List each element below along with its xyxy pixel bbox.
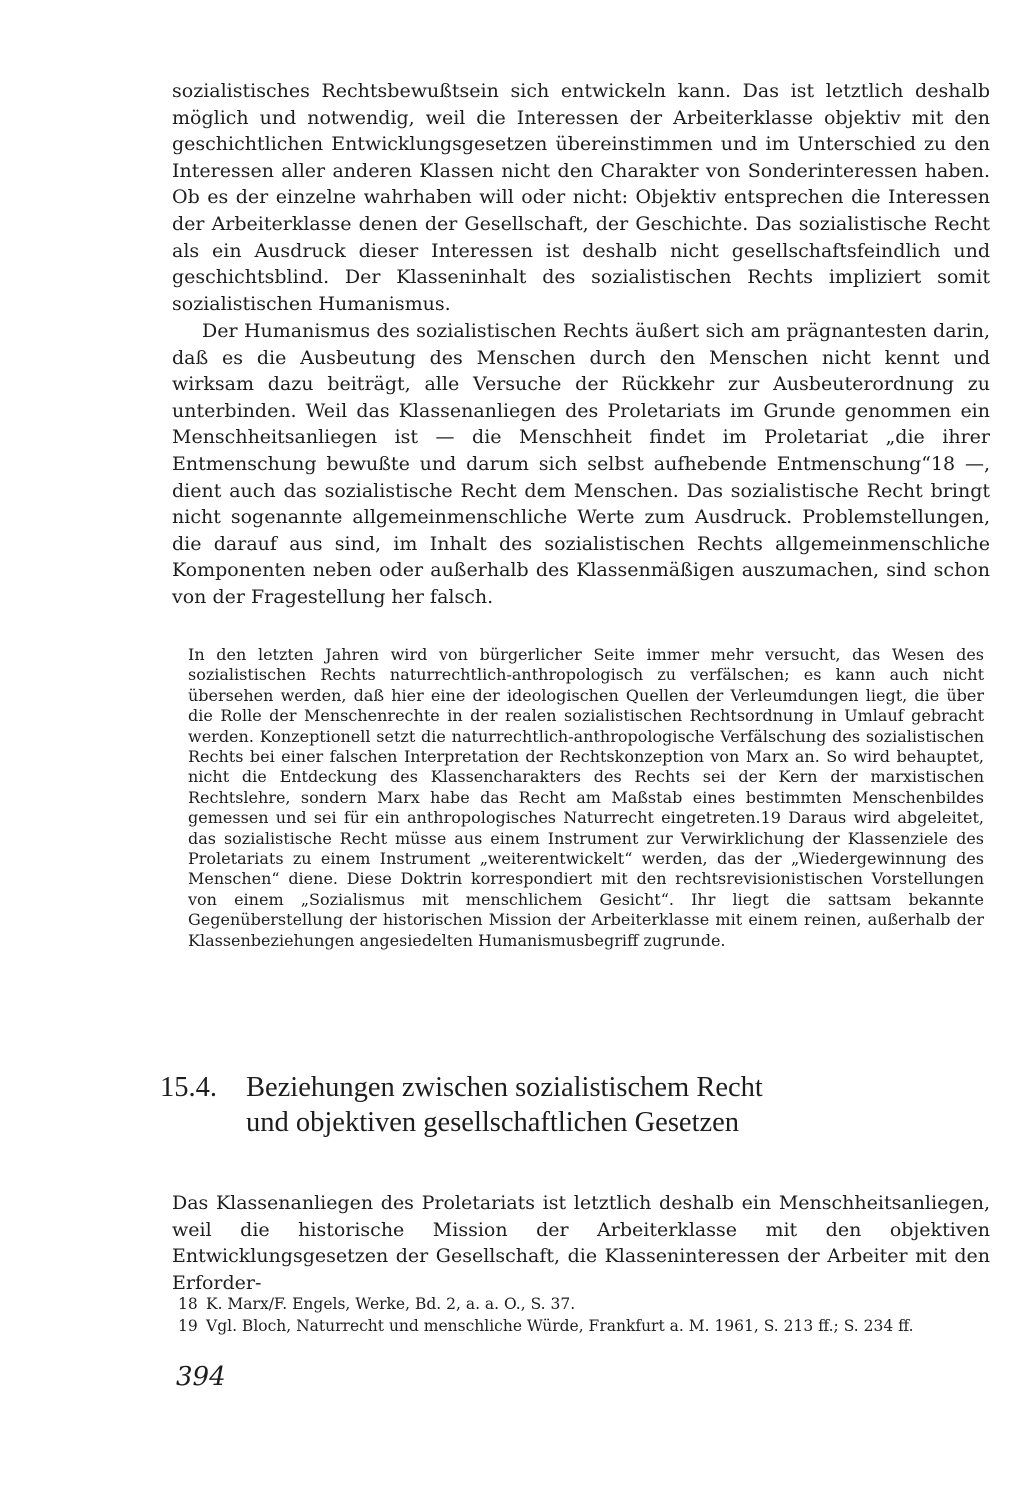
footnote-text: K. Marx/F. Engels, Werke, Bd. 2, a. a. O., S. 37. [206,1295,576,1313]
section-title [246,1070,946,1140]
body-paragraph-1: sozialistisches Rechtsbewußtsein sich entwickeln kann. Das ist letztlich deshalb möglich und notwendig, weil die Interessen der Arbeiterklasse objektiv mit den geschichtlichen Entwicklungsgesetzen übereinstimmen und im Unterschied zu den Interessen aller anderen Klassen nicht den Charakter von Sonderinteressen haben. Ob es der einzelne wahrhaben will oder nicht: Objektiv entsprechen die Interessen der Arbeiterklasse denen der Gesellschaft, der Geschichte. Das sozialistische Recht als ein Ausdruck dieser Interessen ist deshalb nicht gesellschaftsfeindlich und geschichtsblind. Der Klasseninhalt des sozialistischen Rechts impliziert somit sozialistischen Humanismus. [172,80,990,315]
section-title-line-2: und objektiven gesellschaftlichen Gesetzen [246,1107,740,1138]
section-number: 15.4. [160,1072,217,1103]
page-number: 394 [176,1362,226,1392]
body-paragraph-2: Der Humanismus des sozialistischen Rechts äußert sich am prägnantesten darin, daß es die Ausbeutung des Menschen durch den Menschen nicht kennt und wirksam dazu beiträgt, alle Versuche der Rückkehr zur Ausbeuterordnung zu unterbinden. Weil das Klassenanliegen des Proletariats im Grunde genommen ein Menschheitsanliegen ist — die Menschheit findet im Proletariat „die ihrer Entmenschung bewußte und darum sich selbst aufhebende Entmenschung“18 —, dient auch das sozialistische Recht dem Menschen. Das sozialistische Recht bringt nicht sogenannte allgemeinmenschliche Werte zum Ausdruck. Problemstellungen, die darauf aus sind, im Inhalt des sozialistischen Rechts allgemeinmenschliche Komponenten neben oder außerhalb des Klassenmäßigen auszumachen, sind schon von der Fragestellung her falsch. [172,320,990,608]
footnotes [178,1293,988,1337]
footnote-text: Vgl. Bloch, Naturrecht und menschliche Würde, Frankfurt a. M. 1961, S. 213 ff.; S. 234 ff. [206,1317,914,1335]
footnote-number: 19 [178,1317,198,1335]
section-title-line-1: Beziehungen zwischen sozialistischem Recht [246,1072,763,1103]
small-print-paragraph: In den letzten Jahren wird von bürgerlicher Seite immer mehr versucht, das Wesen des sozialistischen Rechts naturrechtlich-anthropologisch zu verfälschen; es kann auch nicht übersehen werden, daß hier eine der ideologischen Quellen der Verleumdungen liegt, die über die Rolle der Menschenrechte in der realen sozialistischen Rechtsordnung in Umlauf gebracht werden. Konzeptionell setzt die naturrechtlich-anthropologische Verfälschung des sozialistischen Rechts bei einer falschen Interpretation der Rechtskonzeption von Marx an. So wird behauptet, nicht die Entdeckung des Klassencharakters des Rechts sei der Kern der marxistischen Rechtslehre, sondern Marx habe das Recht am Maßstab eines bestimmten Menschenbildes gemessen und sei für ein anthropologisches Naturrecht eingetreten.19 Daraus wird abgeleitet, das sozialistische Recht müsse aus einem Instrument zur Verwirklichung der Klassenziele des Proletariats zu einem Instrument „weiterentwickelt“ werden, das der „Wiedergewinnung des Menschen“ diene. Diese Doktrin korrespondiert mit den rechtsrevisionistischen Vorstellungen von einem „Sozialismus mit menschlichem Gesicht“. Ihr liegt die sattsam bekannte Gegenüberstellung der historischen Mission der Arbeiterklasse mit einem reinen, außerhalb der Klassenbeziehungen angesiedelten Humanismusbegriff zugrunde. [188,645,984,950]
footnote-19 [178,1315,988,1337]
footnote-number: 18 [178,1295,198,1313]
footnote-18 [178,1293,988,1315]
body-paragraph-3: Das Klassenanliegen des Proletariats ist letztlich deshalb ein Menschheitsanliegen, weil die historische Mission der Arbeiterklasse mit den objektiven Entwicklungsgesetzen der Gesellschaft, die Klasseninteressen der Arbeiter mit den Erforder- [172,1192,990,1294]
